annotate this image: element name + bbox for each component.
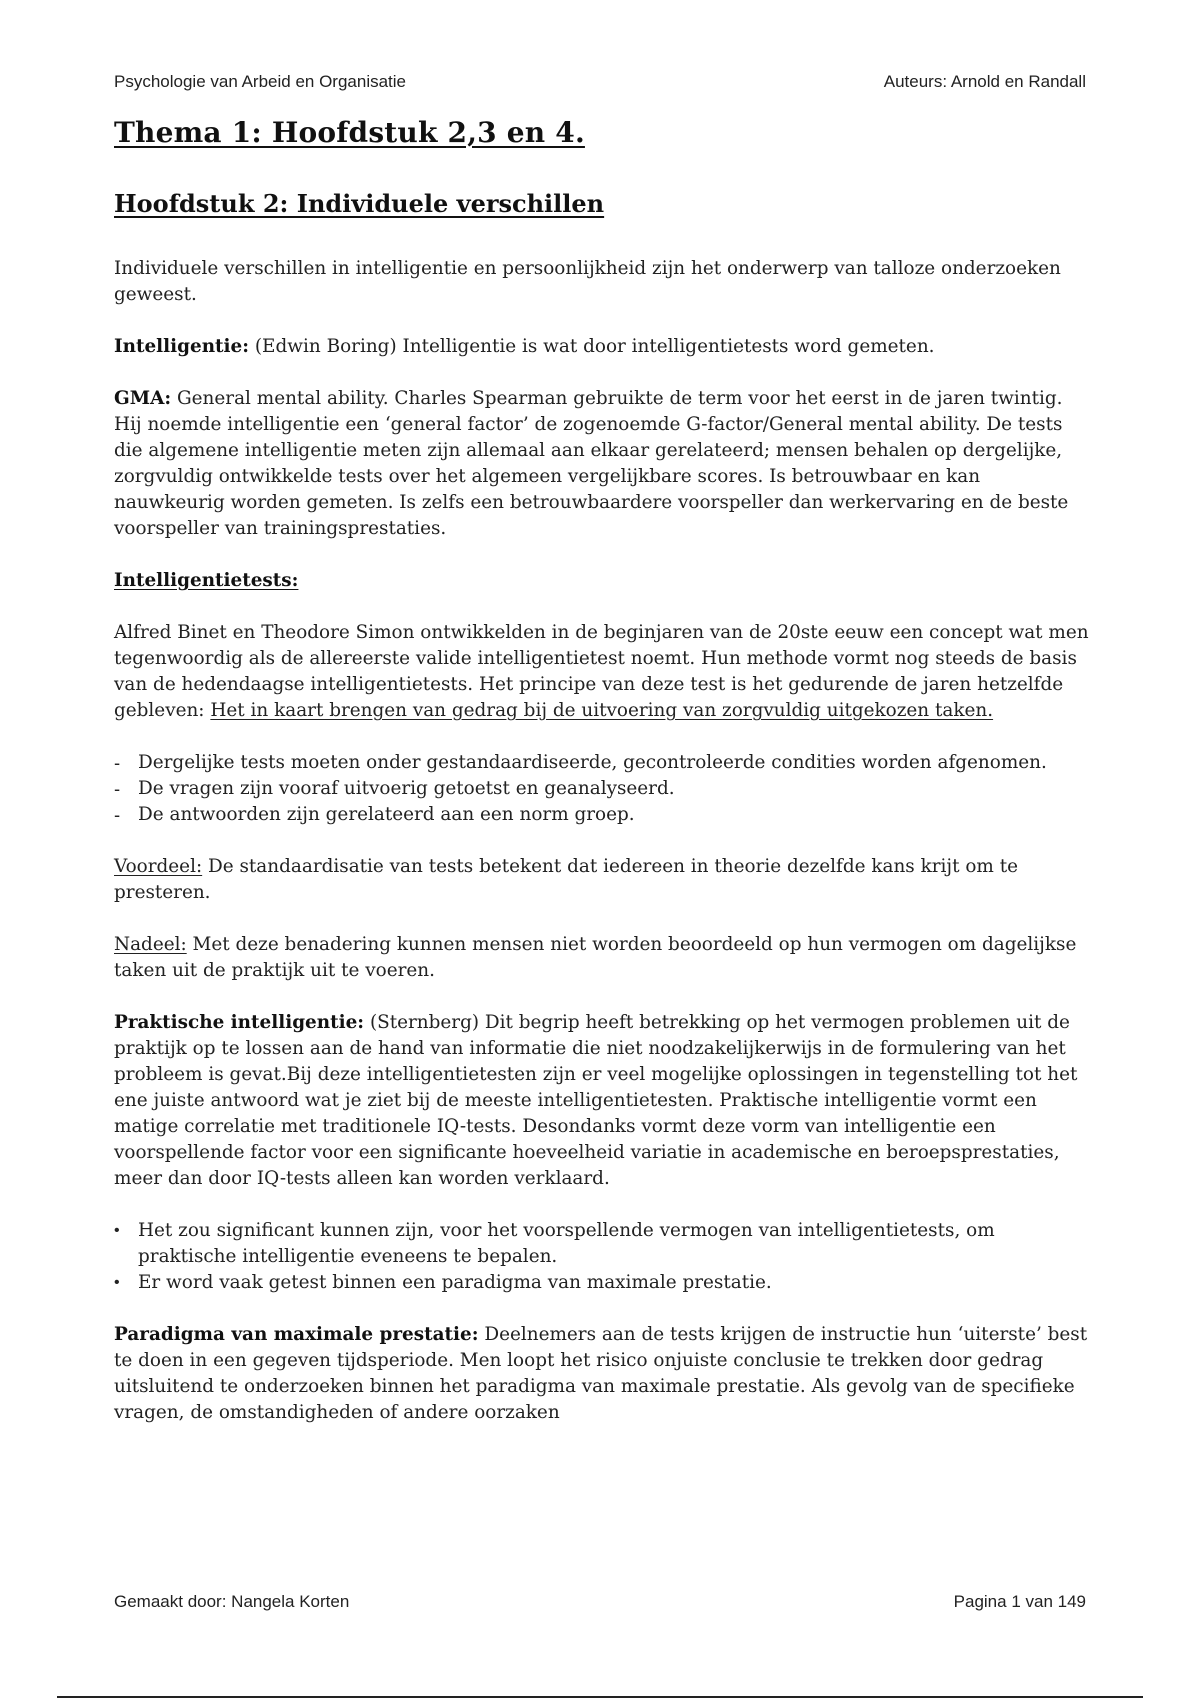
- intelligentietests-text: Alfred Binet en Theodore Simon ontwikkelden in de beginjaren van de 20ste eeuw een concept wat men tegenwoordig als de allereerste valide intelligentietest noemt. Hun methode vormt nog steeds de basis van de hedendaagse intelligentietests. Het principe van deze test is het gedurende de jaren hetzelfde gebleven:: [114, 622, 1089, 721]
- voordeel-text: De standaardisatie van tests betekent dat iedereen in theorie dezelfde kans krijt om te presteren.: [114, 856, 1018, 903]
- term-nadeel: Nadeel:: [114, 934, 187, 955]
- term-paradigma: Paradigma van maximale prestatie:: [114, 1324, 479, 1345]
- list-item: - Dergelijke tests moeten onder gestandaardiseerde, gecontroleerde condities worden afgenomen.: [114, 750, 1092, 776]
- header-authors: Auteurs: Arnold en Randall: [883, 72, 1086, 91]
- praktische-intelligentie-text: (Sternberg) Dit begrip heeft betrekking op het vermogen problemen uit de praktijk op te lossen aan de hand van informatie die niet noodzakelijkerwijs in de formulering van het probleem is gevat.Bij deze intelligentietesten zijn er veel mogelijke oplossingen in tegenstelling tot het ene juiste antwoord wat je ziet bij de meeste intelligentietesten. Praktische intelligentie vormt een matige correlatie met traditionele IQ-tests. Desondanks vormt deze vorm van intelligentie een voorspellende factor voor een significante hoeveelheid variatie in academische en beroepsprestaties, meer dan door IQ-tests alleen kan worden verklaard.: [114, 1012, 1078, 1189]
- intelligentie-paragraph: [114, 334, 1092, 360]
- list-item: - De vragen zijn vooraf uitvoerig getoetst en geanalyseerd.: [114, 776, 1092, 802]
- intelligentie-definition: (Edwin Boring) Intelligentie is wat door intelligentietests word gemeten.: [249, 336, 935, 357]
- list-item: - De antwoorden zijn gerelateerd aan een norm groep.: [114, 802, 1092, 828]
- nadeel-paragraph: [114, 932, 1092, 984]
- tests-conditions-list: [114, 750, 1092, 828]
- praktische-intelligentie-list: [114, 1218, 1092, 1296]
- intelligentietests-heading: Intelligentietests:: [114, 570, 299, 591]
- page-divider: [57, 1696, 1143, 1698]
- term-praktische-intelligentie: Praktische intelligentie:: [114, 1012, 365, 1033]
- term-intelligentie: Intelligentie:: [114, 336, 250, 357]
- list-item: • Er word vaak getest binnen een paradigma van maximale prestatie.: [114, 1270, 1092, 1296]
- header-course-title: Psychologie van Arbeid en Organisatie: [114, 72, 407, 91]
- running-footer: [114, 1592, 1086, 1612]
- gma-paragraph: [114, 386, 1092, 542]
- praktische-intelligentie-paragraph: [114, 1010, 1092, 1192]
- gma-definition: General mental ability. Charles Spearman gebruikte de term voor het eerst in de jaren twintig. Hij noemde intelligentie een ‘general factor’ de zogenoemde G-factor/General mental ability. De tests die algemene intelligentie meten zijn allemaal aan elkaar gerelateerd; mensen behalen op dergelijke, zorgvuldig ontwikkelde tests over het algemeen vergelijkbare scores. Is betrouwbaar en kan nauwkeurig worden gemeten. Is zelfs een betrouwbaardere voorspeller dan werkervaring en de beste voorspeller van trainingsprestaties.: [114, 388, 1069, 539]
- term-voordeel: Voordeel:: [114, 856, 203, 877]
- page-number: Pagina 1 van 149: [953, 1592, 1086, 1611]
- running-header: [114, 72, 1086, 92]
- intelligentietests-principle: Het in kaart brengen van gedrag bij de uitvoering van zorgvuldig uitgekozen taken.: [210, 700, 994, 721]
- chapter-heading: Hoofdstuk 2: Individuele verschillen: [114, 189, 605, 218]
- voordeel-paragraph: [114, 854, 1092, 906]
- list-item: • Het zou significant kunnen zijn, voor het voorspellende vermogen van intelligentietests, om praktische intelligentie eveneens te bepalen.: [114, 1218, 1092, 1270]
- document-body: [114, 116, 1092, 1426]
- document-title: Thema 1: Hoofdstuk 2,3 en 4.: [114, 116, 585, 149]
- intro-paragraph: Individuele verschillen in intelligentie en persoonlijkheid zijn het onderwerp van talloze onderzoeken geweest.: [114, 258, 1061, 305]
- paradigma-paragraph: [114, 1322, 1092, 1426]
- term-gma: GMA:: [114, 388, 172, 409]
- footer-author: Gemaakt door: Nangela Korten: [114, 1592, 350, 1611]
- nadeel-text: Met deze benadering kunnen mensen niet worden beoordeeld op hun vermogen om dagelijkse taken uit de praktijk uit te voeren.: [114, 934, 1077, 981]
- intelligentietests-paragraph: [114, 620, 1092, 724]
- paradigma-text: Deelnemers aan de tests krijgen de instructie hun ‘uiterste’ best te doen in een gegeven tijdsperiode. Men loopt het risico onjuiste conclusie te trekken door gedrag uitsluitend te onderzoeken binnen het paradigma van maximale prestatie. Als gevolg van de specifieke vragen, de omstandigheden of andere oorzaken: [114, 1324, 1088, 1423]
